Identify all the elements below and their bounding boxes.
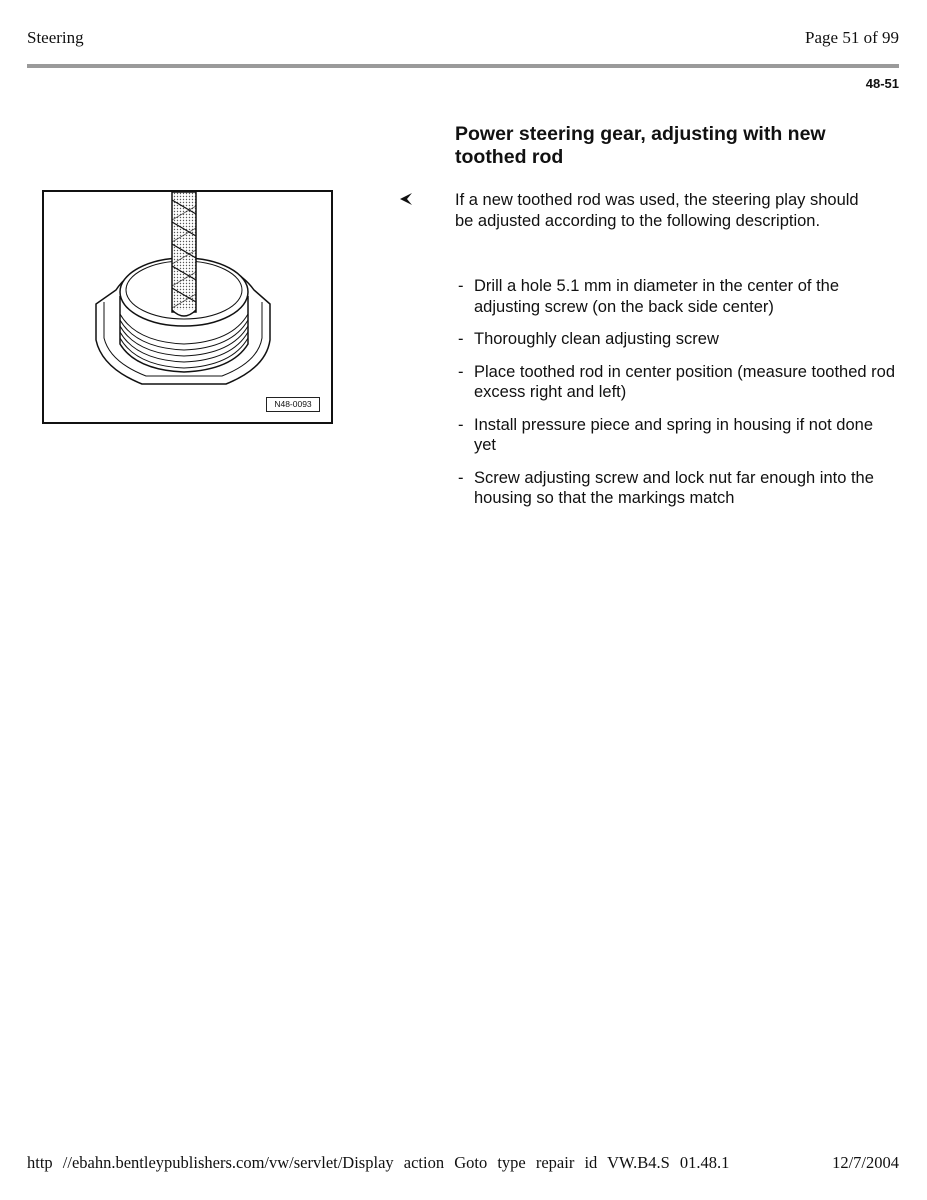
step-text: Screw adjusting screw and lock nut far enough into the housing so that the markings match	[474, 468, 874, 507]
figure-label: N48-0093	[266, 397, 320, 412]
step-text: Install pressure piece and spring in housing if not done yet	[474, 415, 874, 454]
step-text: Drill a hole 5.1 mm in diameter in the center of the adjusting screw (on the back side center)	[474, 277, 840, 316]
header-divider	[27, 64, 899, 68]
header-page-number: Page 51 of 99	[805, 28, 899, 47]
step-text: Thoroughly clean adjusting screw	[474, 330, 719, 348]
list-dash: -	[458, 468, 464, 487]
list-dash: -	[458, 415, 464, 434]
list-item	[455, 362, 895, 403]
section-title: Power steering gear, adjusting with new toothed rod	[455, 123, 826, 168]
left-arrow-pointer-icon	[398, 191, 414, 207]
list-item	[455, 468, 895, 509]
list-item	[455, 329, 895, 350]
list-dash: -	[458, 277, 464, 295]
footer-url: http //ebahn.bentleypublishers.com/vw/servlet/Display action Goto type repair id VW.B4.S 01.48.1	[27, 1153, 730, 1172]
procedure-steps	[455, 276, 895, 521]
intro-paragraph: If a new toothed rod was used, the steering play should be adjusted according to the following description.	[455, 191, 859, 230]
footer-date: 12/7/2004	[832, 1153, 899, 1172]
header-section: Steering	[27, 28, 84, 47]
list-dash: -	[458, 362, 464, 381]
page-reference: 48-51	[865, 76, 899, 91]
drill-illustration	[42, 190, 333, 424]
drill-adjusting-screw-drawing	[44, 192, 331, 422]
list-dash: -	[458, 330, 464, 348]
list-item	[455, 415, 895, 456]
step-text: Place toothed rod in center position (measure toothed rod excess right and left)	[474, 362, 896, 401]
list-item	[455, 276, 895, 317]
